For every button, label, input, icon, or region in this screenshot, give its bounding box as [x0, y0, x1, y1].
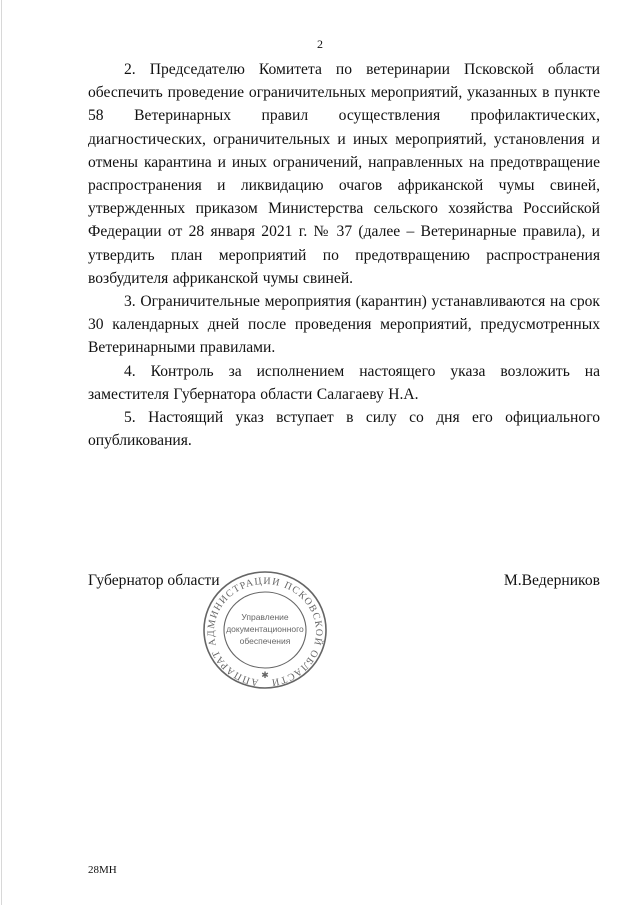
paragraph-2: 2. Председателю Комитета по ветеринарии Псковской области обеспечить проведение ограничительных мероприятий, указанных в пункте 58 Ветеринарных правил осуществления профилактических, диагностических, ограничительных и иных мероприятий, установления и отмены карантина и иных ограничений, направленных на предотвращение распространения и ликвидацию очагов африканской чумы свиней, утвержденных приказом Министерства сельского хозяйства Российской Федерации от 28 января 2021 г. № 37 (далее – Ветеринарные правила), и утвердить план мероприятий по предотвращению распространения возбудителя африканской чумы свиней. — [88, 61, 600, 287]
signatory-title: Губернатор области — [88, 572, 220, 589]
paragraph-3: 3. Ограничительные мероприятия (карантин) устанавливаются на срок 30 календарных дней после проведения мероприятий, предусмотренных Ветеринарными правилами. — [88, 293, 600, 357]
signatory-name: М.Ведерников — [503, 572, 600, 589]
stamp-line-1: Управление — [241, 612, 289, 622]
page-number: 2 — [317, 37, 323, 51]
document-body — [88, 58, 600, 452]
document-code: 28МН — [88, 864, 117, 876]
scan-edge — [1, 0, 2, 905]
paragraph-5: 5. Настоящий указ вступает в силу со дня его официального опубликования. — [88, 409, 600, 450]
stamp-star-icon: ✱ — [261, 671, 269, 681]
signature-block — [88, 572, 600, 596]
stamp-line-3: обеспечения — [239, 636, 291, 646]
stamp-line-2: документационного — [226, 624, 304, 634]
stamp-ring-text: АППАРАТ АДМИНИСТРАЦИИ ПСКОВСКОЙ ОБЛАСТИ — [205, 575, 325, 688]
official-stamp — [200, 568, 330, 692]
paragraph-4: 4. Контроль за исполнением настоящего указа возложить на заместителя Губернатора области Салагаеву Н.А. — [88, 362, 600, 403]
